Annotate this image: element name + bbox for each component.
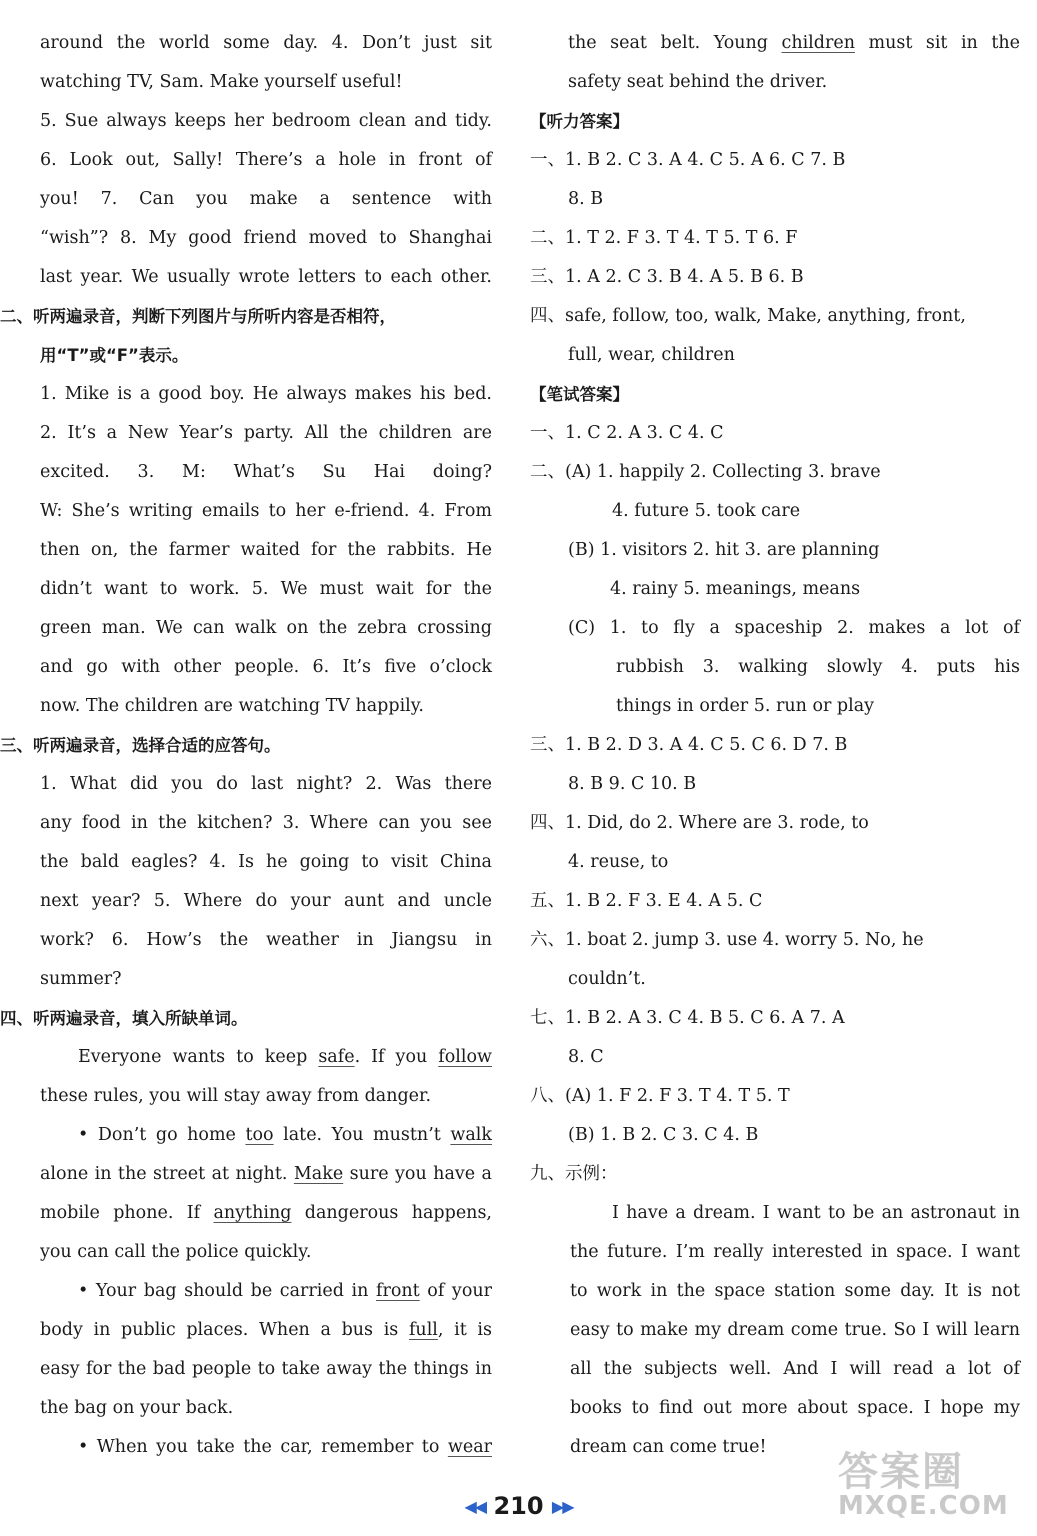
text-line: then on, the farmer waited for the rabbits. He — [40, 540, 492, 560]
text-line: next year? 5. Where do your aunt and uncle — [40, 891, 492, 911]
written-answers-heading: 【笔试答案】 — [530, 385, 629, 404]
essay-line: all the subjects well. And I will read a lot of — [570, 1359, 1020, 1379]
answer-line: 三、1. A 2. C 3. B 4. A 5. B 6. B — [530, 267, 804, 287]
answer-line: 一、1. C 2. A 3. C 4. C — [530, 423, 724, 443]
watermark-text: 答案圈 — [838, 1449, 964, 1495]
answer-line: 三、1. B 2. D 3. A 4. C 5. C 6. D 7. B — [530, 735, 848, 755]
text-line: 1. Mike is a good boy. He always makes his bed. — [40, 384, 492, 404]
answer-line: 四、1. Did, do 2. Where are 3. rode, to — [530, 813, 869, 833]
text-line: around the world some day. 4. Don’t just sit — [40, 33, 492, 53]
answer-line: things in order 5. run or play — [616, 696, 875, 716]
text-line: summer? — [40, 969, 122, 989]
watermark-url: MXQE.COM — [838, 1491, 1009, 1521]
answer-line: 七、1. B 2. A 3. C 4. B 5. C 6. A 7. A — [530, 1008, 845, 1028]
answer-line: rubbish 3. walking slowly 4. puts his — [616, 657, 1020, 677]
text-line: you! 7. Can you make a sentence with — [40, 189, 492, 209]
passage-line: • When you take the car, remember to wear — [78, 1437, 492, 1457]
passage-line: mobile phone. If anything dangerous happens, — [40, 1203, 492, 1223]
section-heading: 三、听两遍录音，选择合适的应答句。 — [0, 736, 281, 755]
text-line: green man. We can walk on the zebra crossing — [40, 618, 492, 638]
left-column — [0, 24, 493, 1467]
passage-line: alone in the street at night. Make sure you have a — [40, 1164, 492, 1184]
section-heading: 四、听两遍录音，填入所缺单词。 — [0, 1009, 248, 1028]
listening-answers-heading: 【听力答案】 — [530, 112, 629, 131]
passage-line: you can call the police quickly. — [40, 1242, 312, 1262]
answer-line: 九、示例： — [530, 1164, 618, 1184]
essay-line: dream can come true! — [570, 1437, 767, 1457]
page-number: 210 — [493, 1492, 544, 1520]
text-line: work? 6. How’s the weather in Jiangsu in — [40, 930, 492, 950]
answer-line: 二、1. T 2. F 3. T 4. T 5. T 6. F — [530, 228, 798, 248]
answer-line: 四、safe, follow, too, walk, Make, anything, front, — [530, 306, 966, 326]
text-line: didn’t want to work. 5. We must wait for the — [40, 579, 492, 599]
text-line: 6. Look out, Sally! There’s a hole in front of — [40, 150, 492, 170]
text-line: and go with other people. 6. It’s five o’clock — [40, 657, 492, 677]
text-line: 5. Sue always keeps her bedroom clean and tidy. — [40, 111, 492, 131]
answer-line: 4. rainy 5. meanings, means — [610, 579, 861, 599]
section-heading-cont: 用“T”或“F”表示。 — [40, 346, 189, 365]
watermark-logo — [838, 1440, 1028, 1528]
answer-line: full, wear, children — [568, 345, 735, 365]
answer-line: 8. C — [568, 1047, 604, 1067]
essay-line: books to find out more about space. I hope my — [570, 1398, 1020, 1418]
passage-line: these rules, you will stay away from danger. — [40, 1086, 432, 1106]
answer-line: (C) 1. to fly a spaceship 2. makes a lot of — [568, 618, 1020, 638]
answer-line: (B) 1. B 2. C 3. C 4. B — [568, 1125, 759, 1145]
passage-line: Everyone wants to keep safe. If you follow — [78, 1047, 493, 1067]
essay-line: the future. I’m really interested in space. I want — [570, 1242, 1020, 1262]
answer-line: 五、1. B 2. F 3. E 4. A 5. C — [530, 891, 763, 911]
section-heading: 二、听两遍录音，判断下列图片与所听内容是否相符， — [0, 307, 396, 326]
passage-line: the bag on your back. — [40, 1398, 234, 1418]
answer-line: 八、(A) 1. F 2. F 3. T 4. T 5. T — [530, 1086, 790, 1106]
answer-line: 8. B — [568, 189, 604, 209]
essay-line: easy to make my dream come true. So I will learn — [570, 1320, 1020, 1340]
essay-line: to work in the space station some day. It is not — [570, 1281, 1020, 1301]
text-line: any food in the kitchen? 3. Where can you see — [40, 813, 492, 833]
next-arrow-icon: ▶▶ — [551, 1497, 573, 1516]
passage-line: easy for the bad people to take away the things in — [40, 1359, 492, 1379]
answer-line: 4. future 5. took care — [612, 501, 801, 521]
answer-line: 二、(A) 1. happily 2. Collecting 3. brave — [530, 462, 881, 482]
text-line: excited. 3. M: What’s Su Hai doing? — [40, 462, 492, 482]
answer-line: 4. reuse, to — [568, 852, 669, 872]
answer-line: 六、1. boat 2. jump 3. use 4. worry 5. No, he — [530, 930, 924, 950]
prev-arrow-icon: ◀◀ — [464, 1497, 486, 1516]
passage-line: body in public places. When a bus is full, it is — [40, 1320, 492, 1340]
essay-line: I have a dream. I want to be an astronaut in — [612, 1203, 1020, 1223]
text-line: “wish”? 8. My good friend moved to Shanghai — [40, 228, 492, 248]
text-line: last year. We usually wrote letters to each other. — [40, 267, 492, 287]
text-line: W: She’s writing emails to her e-friend. 4. From — [40, 501, 492, 521]
text-line: the bald eagles? 4. Is he going to visit China — [40, 852, 492, 872]
text-line: now. The children are watching TV happily. — [40, 696, 424, 716]
text-line: watching TV, Sam. Make yourself useful! — [40, 72, 403, 92]
text-line: 1. What did you do last night? 2. Was there — [40, 774, 492, 794]
answer-line: (B) 1. visitors 2. hit 3. are planning — [568, 540, 880, 560]
text-line: safety seat behind the driver. — [568, 72, 828, 92]
right-column — [530, 24, 1020, 1467]
answer-line: couldn’t. — [568, 969, 646, 989]
passage-line: • Don’t go home too late. You mustn’t walk — [78, 1125, 492, 1145]
answer-line: 一、1. B 2. C 3. A 4. C 5. A 6. C 7. B — [530, 150, 846, 170]
passage-line: • Your bag should be carried in front of your — [78, 1281, 492, 1301]
text-line: the seat belt. Young children must sit in the — [568, 33, 1020, 53]
text-line: 2. It’s a New Year’s party. All the children are — [40, 423, 492, 443]
answer-line: 8. B 9. C 10. B — [568, 774, 697, 794]
